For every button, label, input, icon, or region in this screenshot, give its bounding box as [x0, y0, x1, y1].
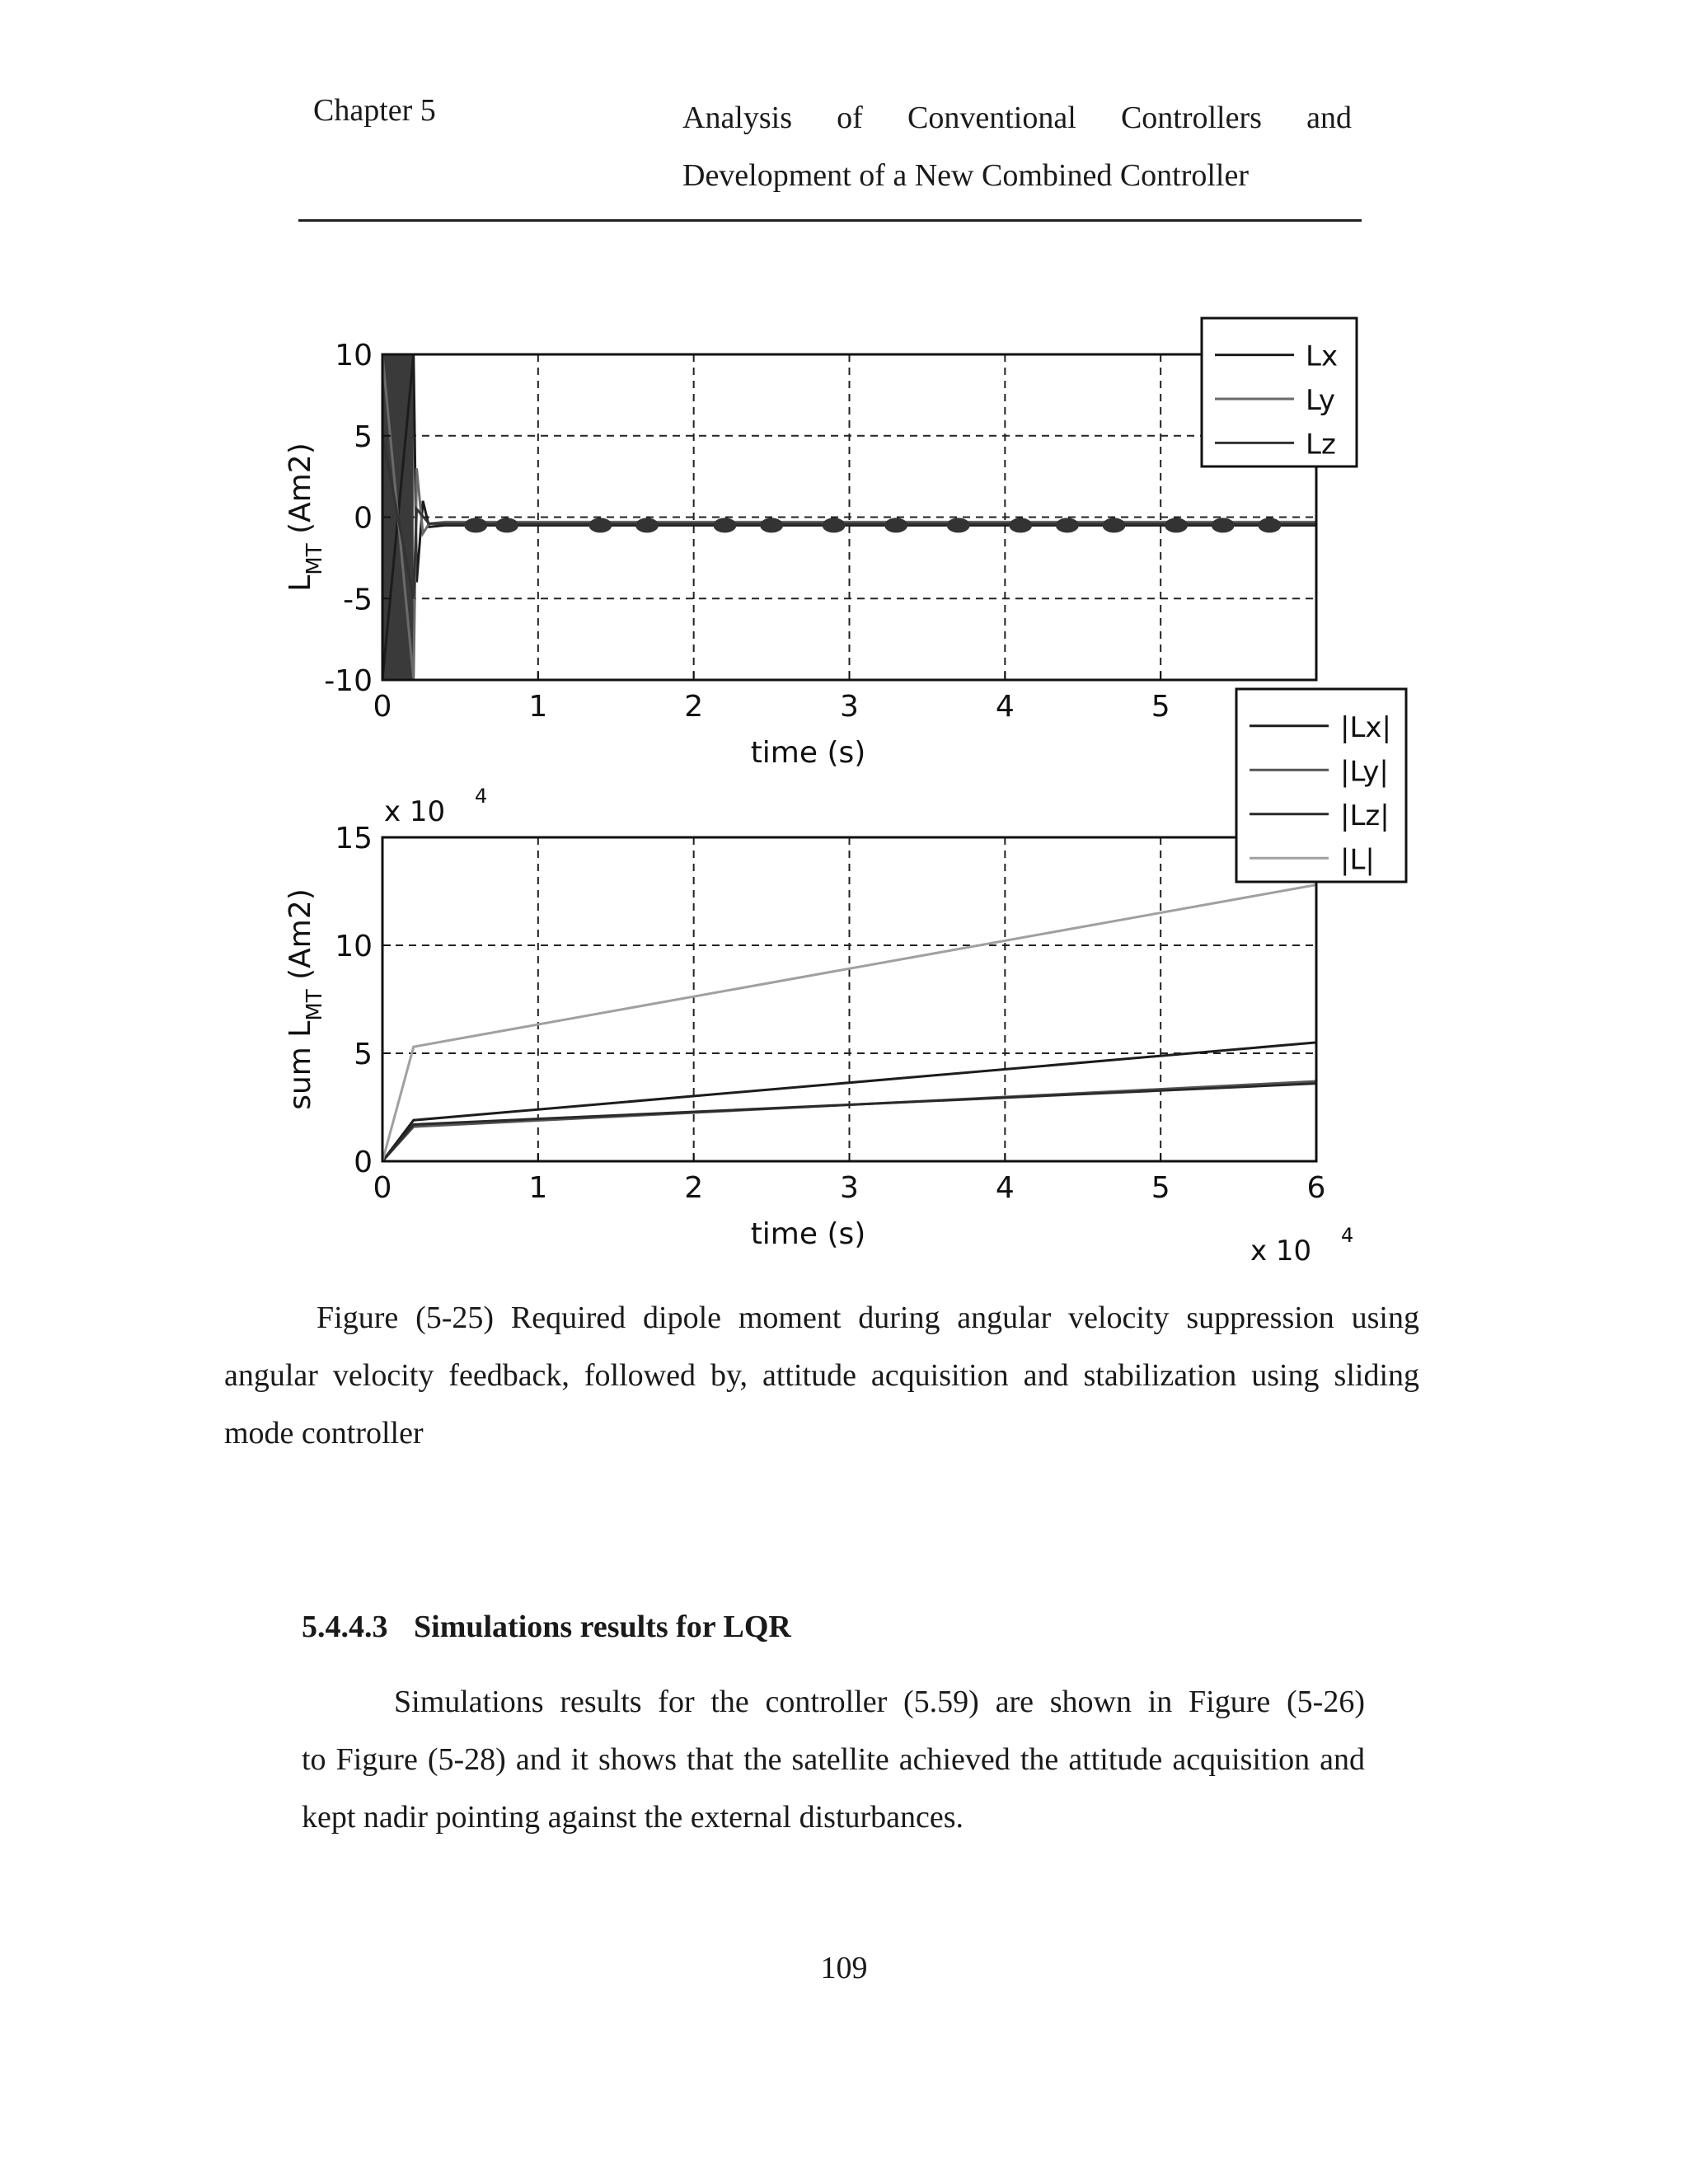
oscillation-burst [464, 518, 487, 532]
legend-label: |Lx| [1340, 710, 1391, 744]
figure-caption [224, 1289, 1419, 1462]
y-label-main: L [284, 574, 317, 592]
oscillation-burst [588, 518, 612, 532]
oscillation-burst [1258, 518, 1281, 532]
y-tick-label: 15 [335, 822, 373, 855]
chapter-title-word: and [1306, 101, 1352, 135]
legend-label: Lx [1306, 340, 1339, 373]
body-line1: Simulations results for the controller (5.59) are shown in Figure (5-26) [394, 1685, 1365, 1719]
y-multiplier: x 10 [384, 795, 446, 828]
section-heading [302, 1609, 791, 1645]
oscillation-burst [1212, 518, 1235, 532]
x-axis-label: time (s) [750, 1217, 866, 1251]
y-tick-label: -5 [343, 583, 373, 617]
oscillation-burst [635, 518, 659, 532]
oscillation-burst [1056, 518, 1079, 532]
body-rest: to Figure (5-28) and it shows that the satellite achieved the attitude acquisition and kept nadir pointing against the external disturbances. [302, 1742, 1365, 1835]
y-tick-label: 10 [335, 339, 373, 373]
y-tick-label: 5 [354, 1038, 373, 1071]
chapter-label: Chapter 5 [313, 93, 436, 128]
y-label-subscript: MT [302, 543, 327, 575]
oscillation-burst [884, 518, 907, 532]
oscillation-burst [1103, 518, 1126, 532]
oscillation-burst [713, 518, 736, 532]
chapter-title-word: Controllers [1120, 101, 1262, 135]
x-tick-label: 6 [1306, 1171, 1326, 1205]
chapter-title-word: of [837, 101, 863, 135]
legend-label: |Lz| [1340, 799, 1390, 832]
chart-panel-2 [284, 689, 1406, 1268]
x-axis-label: time (s) [750, 736, 866, 770]
x-tick-label: 0 [373, 690, 392, 724]
body-paragraph [302, 1673, 1365, 1846]
y-label-unit: (Am2) [284, 888, 317, 990]
oscillation-burst [760, 518, 783, 532]
legend-label: |L| [1340, 843, 1375, 877]
y-tick-label: -10 [324, 664, 373, 698]
chart-panel-1 [284, 318, 1357, 770]
x-tick-label: 1 [528, 690, 548, 724]
x-tick-label: 5 [1151, 1171, 1170, 1205]
chapter-title-word: Analysis [682, 101, 792, 135]
y-multiplier-exponent: 4 [475, 785, 488, 808]
y-tick-label: 0 [354, 1146, 373, 1179]
legend-label: Ly [1306, 384, 1335, 417]
section-title: Simulations results for LQR [414, 1610, 791, 1644]
caption-rest: angular velocity feedback, followed by, attitude acquisition and stabilization using sliding mode controller [224, 1358, 1419, 1451]
x-tick-label: 1 [528, 1171, 548, 1205]
y-label-prefix: sum L [284, 1020, 317, 1110]
x-tick-label: 2 [684, 1171, 704, 1205]
x-tick-label: 4 [995, 690, 1015, 724]
oscillation-burst [947, 518, 970, 532]
y-tick-label: 5 [354, 419, 373, 454]
y-tick-label: 10 [335, 930, 373, 963]
oscillation-burst [1165, 518, 1188, 532]
y-axis-label [284, 888, 327, 1110]
section-number: 5.4.4.3 [302, 1610, 388, 1644]
page-number: 109 [820, 1951, 868, 1985]
y-label-unit: (Am2) [284, 443, 317, 544]
x-tick-label: 5 [1151, 690, 1170, 724]
oscillation-burst [1009, 518, 1032, 532]
x-tick-label: 3 [840, 1171, 859, 1205]
legend-label: |Ly| [1340, 755, 1389, 789]
x-tick-label: 2 [684, 690, 704, 724]
caption-line1: Figure (5-25) Required dipole moment during angular velocity suppression using [316, 1301, 1419, 1335]
oscillation-burst [495, 518, 518, 532]
x-tick-label: 3 [840, 690, 859, 724]
x-tick-label: 0 [373, 1171, 392, 1205]
y-tick-label: 0 [354, 501, 373, 536]
y-label-subscript: MT [302, 989, 327, 1021]
legend-label: Lz [1306, 428, 1336, 462]
chapter-title-word: Conventional [907, 101, 1076, 135]
x-tick-label: 4 [995, 1171, 1015, 1205]
oscillation-burst [823, 518, 846, 532]
x-multiplier: x 10 [1250, 1235, 1312, 1268]
x-multiplier-exponent: 4 [1341, 1224, 1354, 1247]
chapter-title-line2: Development of a New Combined Controller [682, 158, 1250, 193]
y-axis-label [284, 443, 327, 592]
